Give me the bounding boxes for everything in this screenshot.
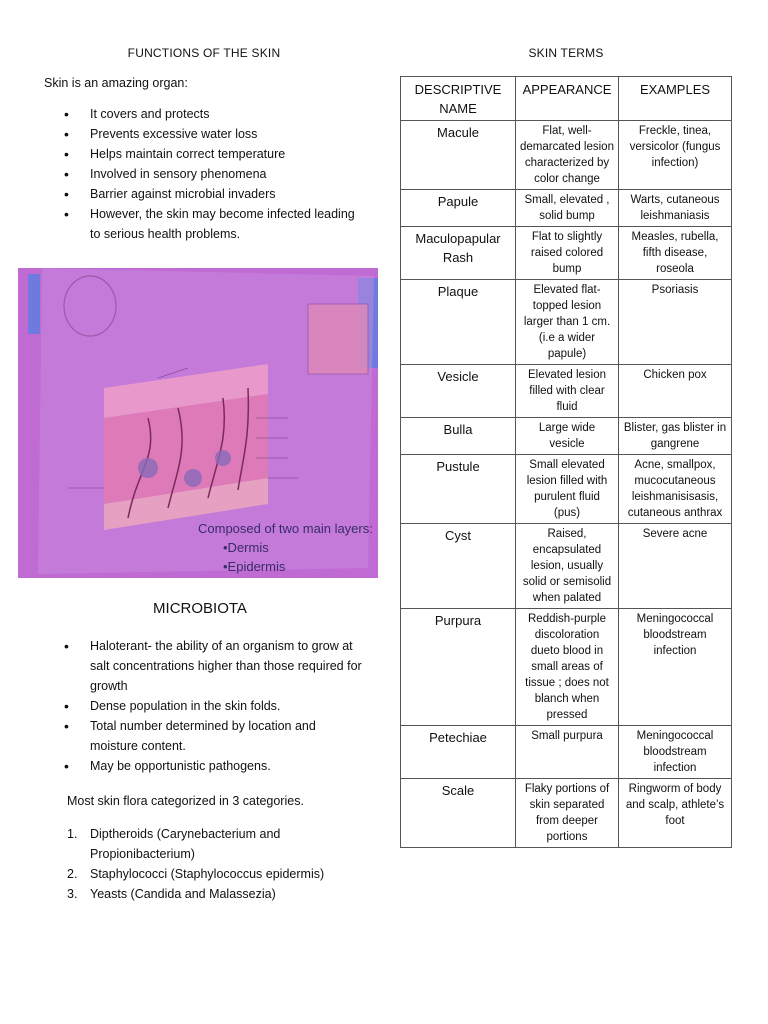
caption-line-2: •Dermis bbox=[223, 540, 269, 555]
microbiota-title: MICROBIOTA bbox=[153, 600, 247, 617]
list-item: • Prevents excessive water loss bbox=[44, 124, 364, 144]
list-item: • Helps maintain correct temperature bbox=[44, 144, 364, 164]
examples-cell: Blister, gas blister in gangrene bbox=[619, 418, 732, 455]
examples-cell: Freckle, tinea, versicolor (fungus infection) bbox=[619, 121, 732, 190]
caption-line-1: Composed of two main layers: bbox=[198, 521, 373, 536]
functions-section bbox=[44, 46, 364, 244]
examples-cell: Chicken pox bbox=[619, 365, 732, 418]
list-item: 1. Diptheroids (Carynebacterium and Propionibacterium) bbox=[67, 827, 281, 861]
table-row bbox=[401, 365, 732, 418]
term-name-cell: Maculopapular Rash bbox=[401, 227, 516, 280]
table-row bbox=[401, 455, 732, 524]
list-item: • Total number determined by location and moisture content. bbox=[44, 716, 364, 756]
column-header: EXAMPLES bbox=[619, 77, 732, 121]
list-item: • It covers and protects bbox=[44, 104, 364, 124]
skin-terms-section bbox=[400, 46, 732, 848]
flora-list bbox=[67, 824, 367, 904]
list-item: • Involved in sensory phenomena bbox=[44, 164, 364, 184]
list-item: • May be opportunistic pathogens. bbox=[44, 756, 364, 776]
microbiota-section bbox=[44, 636, 364, 776]
list-item: • However, the skin may become infected leading to serious health problems. bbox=[44, 204, 364, 244]
appearance-cell: Flat to slightly raised colored bump bbox=[516, 227, 619, 280]
appearance-cell: Flat, well-demarcated lesion characterized by color change bbox=[516, 121, 619, 190]
appearance-cell: Elevated flat-topped lesion larger than 1 cm. (i.e a wider papule) bbox=[516, 280, 619, 365]
appearance-cell: Large wide vesicle bbox=[516, 418, 619, 455]
examples-cell: Warts, cutaneous leishmaniasis bbox=[619, 190, 732, 227]
table-row bbox=[401, 726, 732, 779]
term-name-cell: Macule bbox=[401, 121, 516, 190]
examples-cell: Meningococcal bloodstream infection bbox=[619, 726, 732, 779]
inset-diagram bbox=[308, 304, 368, 374]
functions-title: FUNCTIONS OF THE SKIN bbox=[127, 46, 281, 60]
list-item: 2. Staphylococci (Staphylococcus epidermis) bbox=[67, 867, 325, 881]
table-body bbox=[401, 121, 732, 848]
term-name-cell: Papule bbox=[401, 190, 516, 227]
column-header: DESCRIPTIVE NAME bbox=[401, 77, 516, 121]
table-row bbox=[401, 227, 732, 280]
examples-cell: Severe acne bbox=[619, 524, 732, 609]
term-name-cell: Scale bbox=[401, 779, 516, 848]
column-header: APPEARANCE bbox=[516, 77, 619, 121]
skin-diagram-photo bbox=[18, 268, 378, 578]
appearance-cell: Small elevated lesion filled with purulent fluid (pus) bbox=[516, 455, 619, 524]
appearance-cell: Small purpura bbox=[516, 726, 619, 779]
term-name-cell: Cyst bbox=[401, 524, 516, 609]
caption-line-3: •Epidermis bbox=[223, 559, 286, 574]
examples-cell: Measles, rubella, fifth disease, roseola bbox=[619, 227, 732, 280]
skin-terms-table bbox=[400, 76, 732, 848]
term-name-cell: Plaque bbox=[401, 280, 516, 365]
appearance-cell: Flaky portions of skin separated from deeper portions bbox=[516, 779, 619, 848]
term-name-cell: Bulla bbox=[401, 418, 516, 455]
examples-cell: Acne, smallpox, mucocutaneous leishmanisisasis, cutaneous anthrax bbox=[619, 455, 732, 524]
table-row bbox=[401, 524, 732, 609]
appearance-cell: Reddish-purple discoloration dueto blood in small areas of tissue ; does not blanch when pressed bbox=[516, 609, 619, 726]
examples-cell: Ringworm of body and scalp, athlete’s foot bbox=[619, 779, 732, 848]
table-row bbox=[401, 779, 732, 848]
list-item: • Dense population in the skin folds. bbox=[44, 696, 364, 716]
term-name-cell: Purpura bbox=[401, 609, 516, 726]
functions-list bbox=[44, 104, 364, 244]
list-item: • Haloterant- the ability of an organism to grow at salt concentrations higher than those required for growth bbox=[44, 636, 364, 696]
appearance-cell: Elevated lesion filled with clear fluid bbox=[516, 365, 619, 418]
microbiota-list bbox=[44, 636, 364, 776]
term-name-cell: Pustule bbox=[401, 455, 516, 524]
skin-terms-title: SKIN TERMS bbox=[528, 46, 604, 60]
appearance-cell: Small, elevated , solid bump bbox=[516, 190, 619, 227]
table-row bbox=[401, 190, 732, 227]
examples-cell: Meningococcal bloodstream infection bbox=[619, 609, 732, 726]
functions-intro: Skin is an amazing organ: bbox=[44, 76, 188, 90]
list-item: 3. Yeasts (Candida and Malassezia) bbox=[67, 887, 276, 901]
table-header-row bbox=[401, 77, 732, 121]
examples-cell: Psoriasis bbox=[619, 280, 732, 365]
list-item: • Barrier against microbial invaders bbox=[44, 184, 364, 204]
term-name-cell: Petechiae bbox=[401, 726, 516, 779]
flora-intro: Most skin flora categorized in 3 categories. bbox=[67, 794, 304, 808]
table-row bbox=[401, 121, 732, 190]
term-name-cell: Vesicle bbox=[401, 365, 516, 418]
table-row bbox=[401, 609, 732, 726]
table-row bbox=[401, 280, 732, 365]
table-row bbox=[401, 418, 732, 455]
appearance-cell: Raised, encapsulated lesion, usually solid or semisolid when palated bbox=[516, 524, 619, 609]
